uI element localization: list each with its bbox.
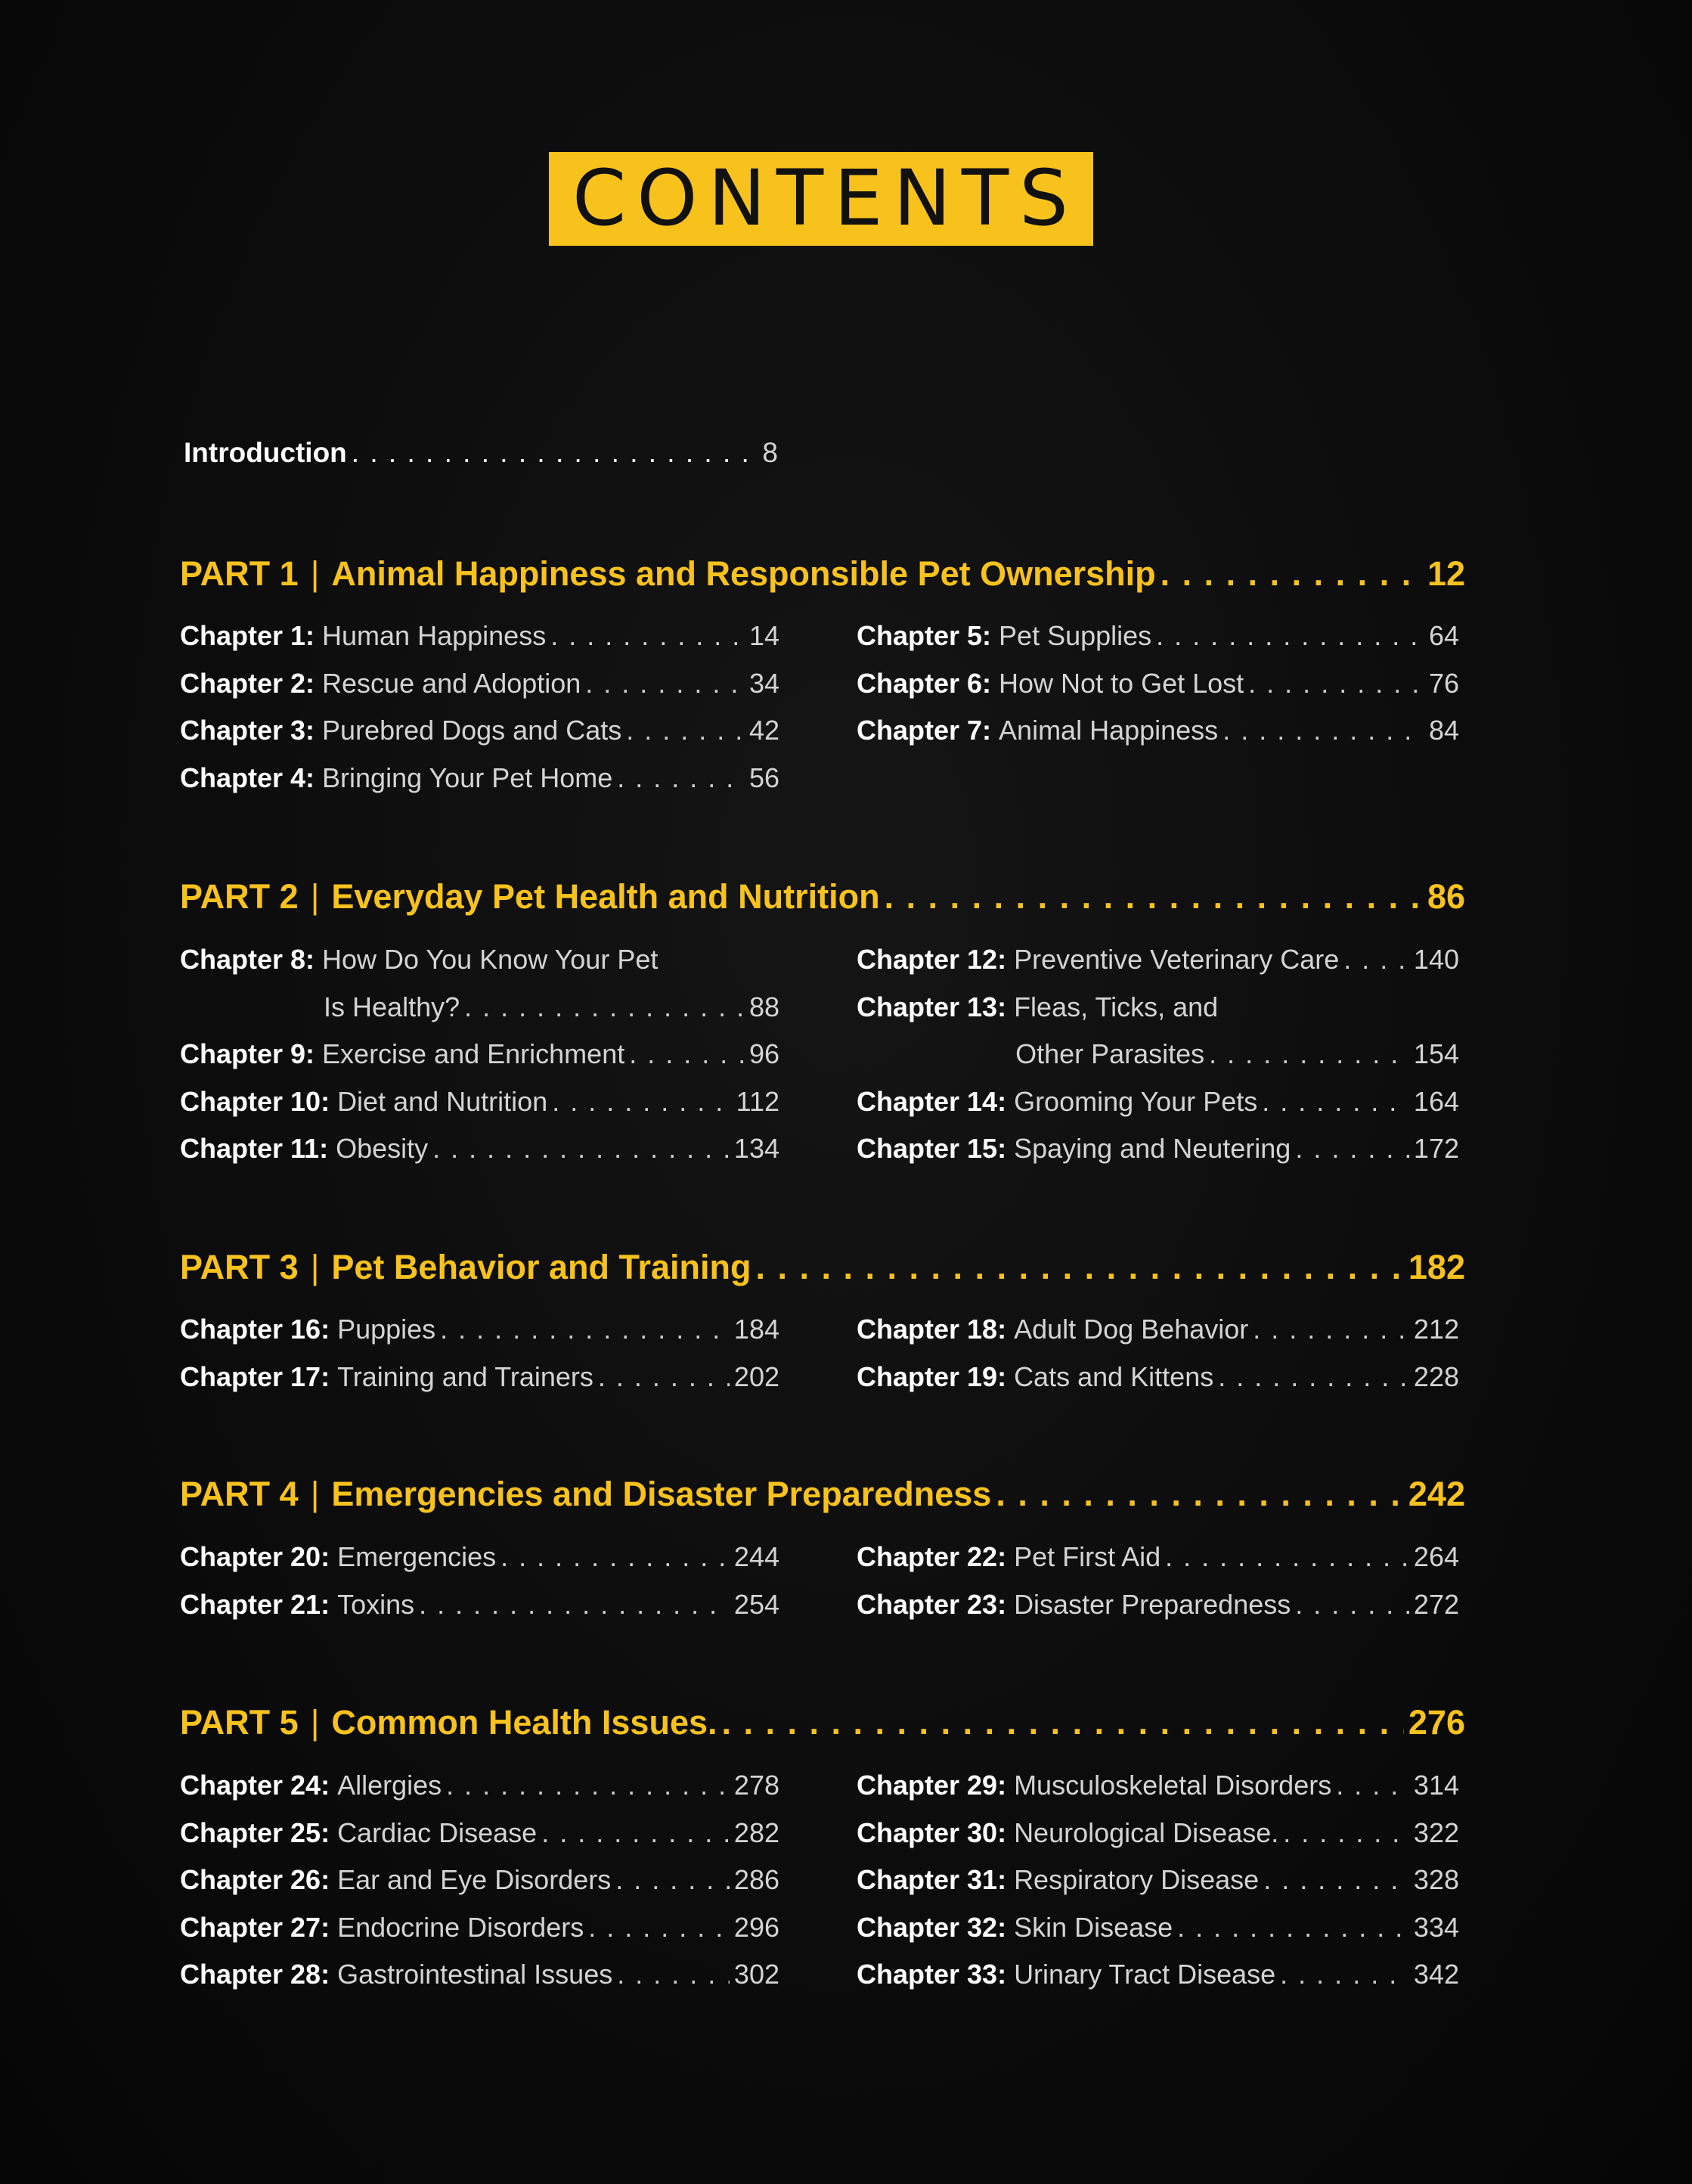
chapter-title: Gastrointestinal Issues — [337, 1959, 613, 1990]
chapter-label: Chapter 2: — [180, 667, 315, 699]
chapter-page-number: 286 — [733, 1864, 779, 1895]
chapter-page-number: 244 — [733, 1541, 779, 1572]
part-page-number: 242 — [1408, 1475, 1465, 1513]
chapter-page-number: 282 — [733, 1816, 779, 1848]
chapter-label: Chapter 3: — [180, 715, 315, 746]
chapter-page-number: 64 — [1428, 620, 1459, 651]
page-title: CONTENTS — [572, 154, 1079, 244]
dot-leader — [440, 1314, 730, 1341]
chapter-entry[interactable] — [857, 1086, 1459, 1118]
part-page-number: 86 — [1427, 877, 1465, 916]
dot-leader — [1209, 1038, 1409, 1066]
chapter-label: Chapter 29: — [857, 1770, 1007, 1801]
dot-leader — [1283, 1817, 1409, 1844]
chapter-label: Chapter 12: — [857, 944, 1007, 975]
chapter-page-number: 302 — [733, 1959, 779, 1990]
dot-leader — [1295, 1133, 1409, 1160]
dot-leader — [1218, 1361, 1409, 1388]
chapter-label: Chapter 6: — [857, 667, 992, 699]
chapter-title: Rescue and Adoption — [322, 667, 581, 699]
chapter-label: Chapter 18: — [857, 1314, 1007, 1345]
chapter-label: Chapter 22: — [857, 1541, 1007, 1572]
chapter-page-number: 88 — [748, 991, 779, 1022]
chapter-entry[interactable] — [857, 1541, 1459, 1573]
dot-leader — [629, 1038, 745, 1066]
chapter-entry[interactable] — [857, 991, 1459, 1023]
dot-leader — [615, 1864, 730, 1891]
chapter-title: Toxins — [337, 1588, 415, 1620]
part-page-number: 12 — [1427, 554, 1465, 593]
chapter-page-number: 342 — [1413, 1959, 1459, 1990]
chapter-title: Purebred Dogs and Cats — [322, 715, 622, 746]
chapter-label: Chapter 32: — [857, 1911, 1007, 1943]
contents-title-box — [549, 152, 1093, 246]
chapter-entry[interactable] — [180, 1864, 779, 1896]
chapter-entry[interactable] — [857, 1361, 1459, 1393]
chapter-label: Chapter 4: — [180, 762, 315, 793]
chapter-entry-continuation[interactable] — [324, 991, 779, 1023]
chapter-page-number: 84 — [1428, 715, 1459, 746]
part-separator: | — [310, 1248, 320, 1286]
chapter-title: How Do You Know Your Pet — [322, 944, 659, 975]
chapter-title: Skin Disease — [1014, 1911, 1173, 1943]
chapter-label: Chapter 1: — [180, 620, 315, 651]
part-label: PART 3 — [180, 1248, 299, 1286]
part-page-number: 182 — [1408, 1248, 1465, 1286]
chapter-label: Chapter 10: — [180, 1085, 330, 1117]
dot-leader — [1336, 1770, 1409, 1797]
chapter-page-number: 328 — [1413, 1864, 1459, 1895]
part-heading[interactable] — [180, 1248, 1465, 1287]
chapter-title: Neurological Disease. — [1014, 1816, 1279, 1848]
chapter-entry[interactable] — [857, 1314, 1459, 1345]
dot-leader — [1165, 1541, 1409, 1568]
chapter-page-number: 42 — [748, 715, 779, 746]
dot-leader — [722, 1703, 1404, 1737]
part-heading[interactable] — [180, 1703, 1465, 1742]
part-title: Emergencies and Disaster Preparedness — [331, 1475, 992, 1513]
chapter-label: Chapter 30: — [857, 1816, 1007, 1848]
chapter-page-number: 254 — [733, 1588, 779, 1620]
chapter-entry[interactable] — [180, 1086, 779, 1118]
chapter-title-continuation: Other Parasites — [1015, 1038, 1205, 1069]
chapter-label: Chapter 9: — [180, 1038, 315, 1069]
dot-leader — [550, 620, 745, 647]
chapter-title: Cats and Kittens — [1014, 1360, 1214, 1392]
chapter-title: Urinary Tract Disease — [1014, 1959, 1276, 1990]
dot-leader — [617, 1959, 730, 1986]
chapter-page-number: 134 — [733, 1133, 779, 1164]
chapter-title: Grooming Your Pets — [1014, 1085, 1258, 1117]
dot-leader — [552, 1086, 731, 1113]
chapter-entry[interactable] — [857, 1959, 1459, 1990]
chapter-title: Endocrine Disorders — [337, 1911, 584, 1943]
dot-leader — [585, 668, 745, 695]
chapter-label: Chapter 21: — [180, 1588, 330, 1620]
chapter-title: Spaying and Neutering — [1014, 1133, 1291, 1164]
part-heading[interactable] — [180, 554, 1465, 594]
chapter-label: Chapter 28: — [180, 1959, 330, 1990]
chapter-page-number: 112 — [736, 1085, 779, 1117]
chapter-entry[interactable] — [180, 668, 779, 700]
part-title: Pet Behavior and Training — [331, 1248, 751, 1286]
chapter-page-number: 272 — [1413, 1588, 1459, 1620]
chapter-title: Disaster Preparedness — [1014, 1588, 1291, 1620]
part-label: PART 4 — [180, 1475, 299, 1513]
chapter-entry[interactable] — [857, 944, 1459, 976]
introduction-label: Introduction — [184, 437, 347, 468]
chapter-page-number: 264 — [1413, 1541, 1459, 1572]
chapter-entry[interactable] — [857, 715, 1459, 746]
introduction-entry[interactable] — [184, 437, 778, 469]
introduction-page: 8 — [762, 437, 778, 468]
part-title: Everyday Pet Health and Nutrition — [331, 877, 880, 916]
dot-leader — [1295, 1589, 1409, 1616]
chapter-title: Preventive Veterinary Care — [1014, 944, 1340, 975]
chapter-entry[interactable] — [180, 1959, 779, 1990]
dot-leader — [1253, 1314, 1409, 1341]
chapter-page-number: 56 — [748, 762, 779, 793]
chapter-label: Chapter 31: — [857, 1864, 1007, 1895]
part-heading[interactable] — [180, 877, 1465, 917]
part-label: PART 5 — [180, 1703, 299, 1742]
chapter-label: Chapter 33: — [857, 1959, 1007, 1990]
part-separator: | — [310, 877, 320, 916]
chapter-label: Chapter 11: — [180, 1133, 329, 1164]
chapter-page-number: 334 — [1413, 1911, 1459, 1943]
dot-leader — [626, 715, 745, 742]
part-separator: | — [310, 1703, 320, 1742]
chapter-label: Chapter 20: — [180, 1541, 330, 1572]
chapter-entry[interactable] — [180, 1770, 779, 1801]
chapter-title: Animal Happiness — [999, 715, 1219, 746]
chapter-page-number: 172 — [1413, 1133, 1459, 1164]
chapter-page-number: 34 — [748, 667, 779, 699]
chapter-entry[interactable] — [180, 944, 779, 976]
chapter-entry[interactable] — [857, 668, 1459, 700]
dot-leader — [1280, 1959, 1409, 1986]
chapter-title: Fleas, Ticks, and — [1014, 991, 1219, 1022]
chapter-entry[interactable] — [857, 1817, 1459, 1849]
dot-leader — [598, 1361, 730, 1388]
chapter-page-number: 322 — [1413, 1816, 1459, 1848]
chapter-label: Chapter 13: — [857, 991, 1007, 1022]
chapter-title: How Not to Get Lost — [999, 667, 1244, 699]
chapter-entry[interactable] — [180, 1541, 779, 1573]
dot-leader — [500, 1541, 730, 1568]
chapter-page-number: 96 — [748, 1038, 779, 1069]
chapter-page-number: 278 — [733, 1770, 779, 1801]
chapter-title: Puppies — [337, 1314, 436, 1345]
chapter-label: Chapter 16: — [180, 1314, 330, 1345]
chapter-entry[interactable] — [857, 1589, 1459, 1621]
chapter-page-number: 14 — [748, 620, 779, 651]
dot-leader — [1223, 715, 1424, 742]
dot-leader — [446, 1770, 730, 1797]
dot-leader — [617, 762, 745, 790]
part-separator: | — [310, 1475, 320, 1513]
chapter-entry[interactable] — [180, 1589, 779, 1621]
chapter-entry[interactable] — [180, 1133, 779, 1165]
dot-leader — [756, 1248, 1404, 1282]
chapter-label: Chapter 24: — [180, 1770, 330, 1801]
chapter-page-number: 164 — [1413, 1085, 1459, 1117]
chapter-label: Chapter 19: — [857, 1360, 1007, 1392]
part-page-number: 276 — [1408, 1703, 1465, 1742]
dot-leader — [419, 1589, 730, 1616]
part-heading[interactable] — [180, 1475, 1465, 1514]
chapter-title: Adult Dog Behavior — [1014, 1314, 1249, 1345]
dot-leader — [1263, 1864, 1409, 1891]
part-label: PART 1 — [180, 554, 299, 593]
part-title: Animal Happiness and Responsible Pet Ownership — [331, 554, 1156, 593]
dot-leader — [1262, 1086, 1409, 1113]
chapter-title: Cardiac Disease — [337, 1816, 538, 1848]
chapter-entry[interactable] — [857, 1770, 1459, 1801]
chapter-title-continuation: Is Healthy? — [324, 991, 460, 1022]
chapter-label: Chapter 8: — [180, 944, 315, 975]
chapter-label: Chapter 27: — [180, 1911, 330, 1943]
part-label: PART 2 — [180, 877, 299, 916]
chapter-entry[interactable] — [857, 1133, 1459, 1165]
part-separator: | — [310, 554, 320, 593]
chapter-entry-continuation[interactable] — [1015, 1038, 1459, 1070]
dot-leader — [464, 991, 745, 1019]
chapter-entry[interactable] — [180, 1038, 779, 1070]
chapter-entry[interactable] — [180, 762, 779, 794]
chapter-page-number: 184 — [733, 1314, 779, 1345]
chapter-page-number: 212 — [1413, 1314, 1459, 1345]
chapter-label: Chapter 26: — [180, 1864, 330, 1895]
chapter-title: Human Happiness — [322, 620, 547, 651]
chapter-page-number: 202 — [733, 1360, 779, 1392]
dot-leader — [1156, 620, 1424, 647]
chapter-page-number: 76 — [1428, 667, 1459, 699]
chapter-label: Chapter 23: — [857, 1588, 1007, 1620]
chapter-page-number: 228 — [1413, 1360, 1459, 1392]
chapter-label: Chapter 17: — [180, 1360, 330, 1392]
chapter-page-number: 154 — [1413, 1038, 1459, 1069]
chapter-title: Allergies — [337, 1770, 442, 1801]
chapter-entry[interactable] — [180, 1314, 779, 1345]
chapter-label: Chapter 5: — [857, 620, 992, 651]
chapter-title: Respiratory Disease — [1014, 1864, 1260, 1895]
dot-leader — [588, 1912, 730, 1939]
chapter-entry[interactable] — [180, 1817, 779, 1849]
dot-leader — [432, 1133, 730, 1160]
chapter-title: Training and Trainers — [337, 1360, 593, 1392]
chapter-title: Obesity — [336, 1133, 429, 1164]
chapter-page-number: 296 — [733, 1911, 779, 1943]
dot-leader — [1161, 554, 1423, 588]
chapter-title: Bringing Your Pet Home — [322, 762, 613, 793]
chapter-title: Exercise and Enrichment — [322, 1038, 625, 1069]
part-title: Common Health Issues. — [331, 1703, 717, 1742]
chapter-label: Chapter 15: — [857, 1133, 1007, 1164]
chapter-entry[interactable] — [857, 1912, 1459, 1944]
chapter-label: Chapter 25: — [180, 1816, 330, 1848]
dot-leader — [1177, 1912, 1409, 1939]
chapter-label: Chapter 7: — [857, 715, 992, 746]
dot-leader — [541, 1817, 730, 1844]
chapter-title: Pet Supplies — [999, 620, 1152, 651]
chapter-entry[interactable] — [180, 715, 779, 746]
dot-leader — [885, 877, 1423, 911]
chapter-title: Pet First Aid — [1014, 1541, 1161, 1572]
chapter-title: Emergencies — [337, 1541, 497, 1572]
chapter-title: Musculoskeletal Disorders — [1014, 1770, 1332, 1801]
chapter-title: Ear and Eye Disorders — [337, 1864, 612, 1895]
dot-leader — [1343, 944, 1409, 971]
dot-leader — [352, 437, 758, 465]
chapter-entry[interactable] — [180, 1912, 779, 1944]
chapter-entry[interactable] — [857, 1864, 1459, 1896]
chapter-entry[interactable] — [857, 620, 1459, 652]
dot-leader — [996, 1475, 1404, 1509]
chapter-title: Diet and Nutrition — [337, 1085, 548, 1117]
chapter-label: Chapter 14: — [857, 1085, 1007, 1117]
dot-leader — [1248, 668, 1424, 695]
chapter-page-number: 314 — [1413, 1770, 1459, 1801]
chapter-entry[interactable] — [180, 1361, 779, 1393]
chapter-page-number: 140 — [1413, 944, 1459, 975]
chapter-entry[interactable] — [180, 620, 779, 652]
